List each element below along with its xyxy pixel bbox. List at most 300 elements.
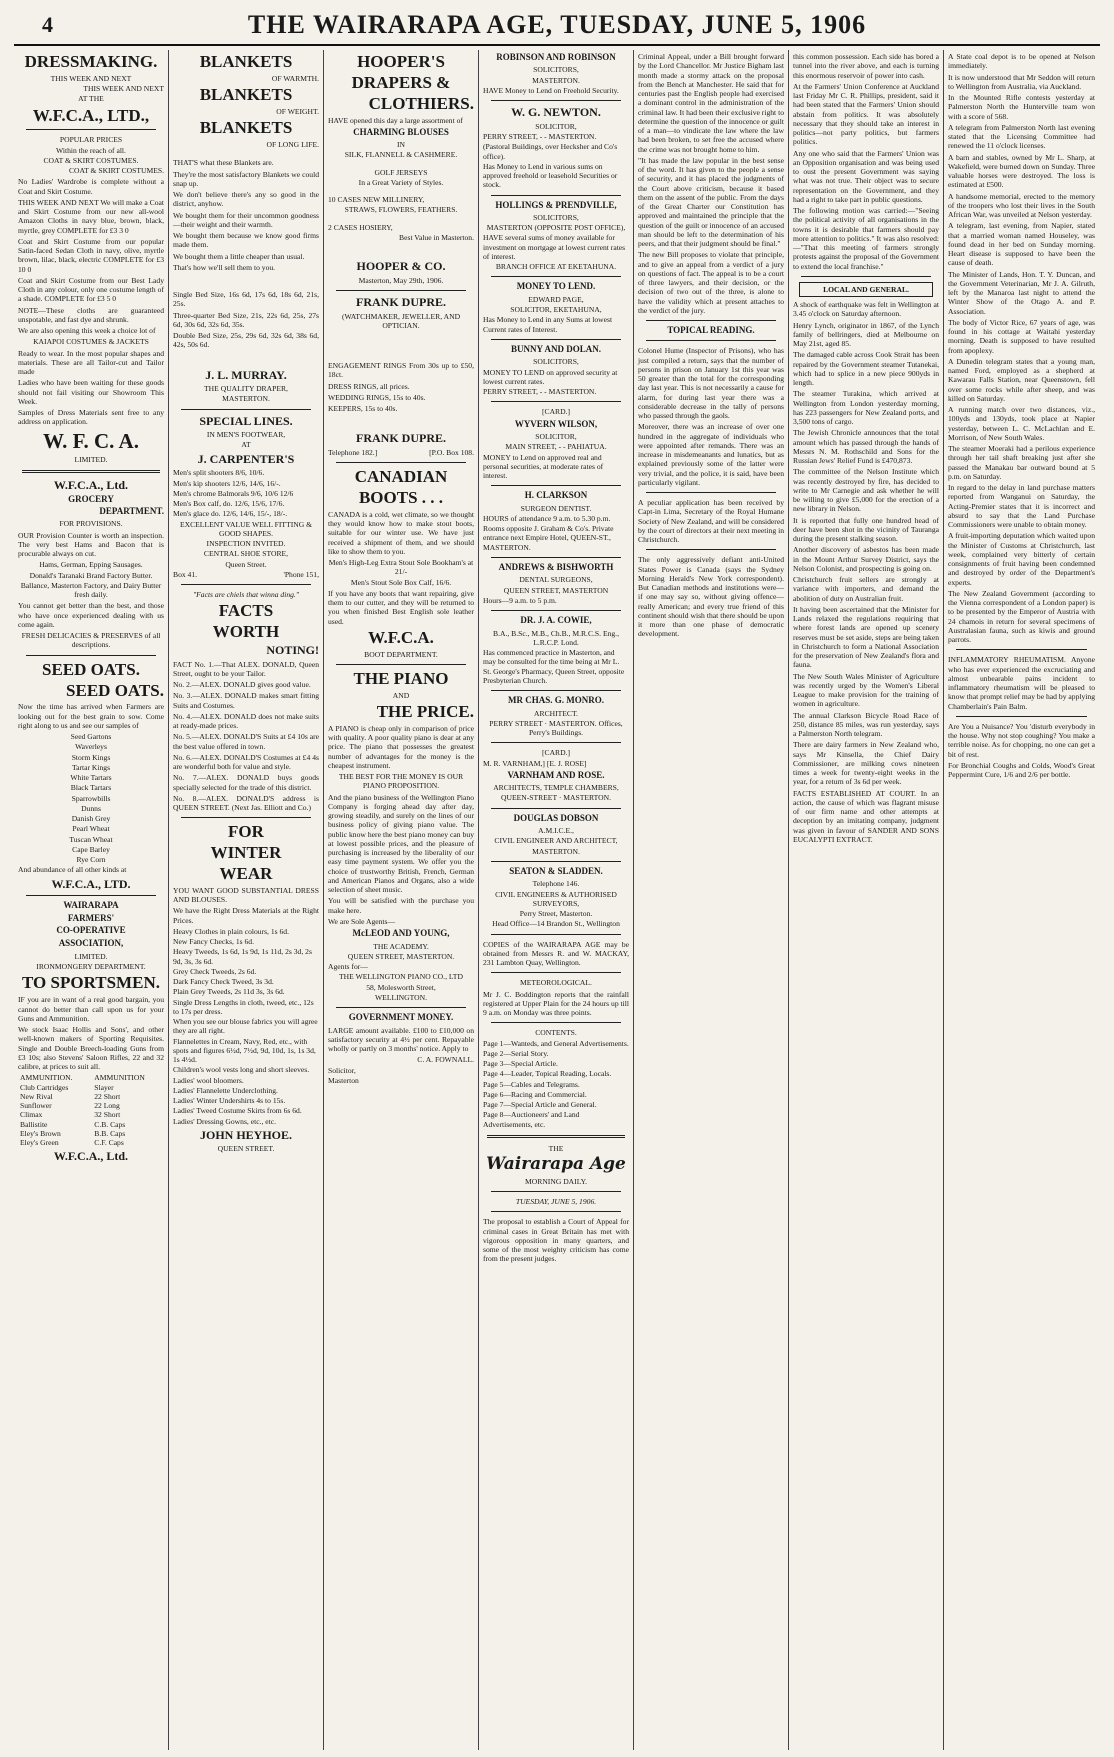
contents-item: Page 2—Serial Story. — [483, 1048, 549, 1058]
leader-paragraph: The proposal to establish a Court of Appeal for criminal cases in Great Britain has met with vigorous opposition in many quarters, and some of the most weighty criticism has come from the present judges. — [483, 1217, 629, 1264]
local-paragraph: The damaged cable across Cook Strait has been repaired by the Government steamer Tutanekai, which had to splice in a new piece 900yds in length. — [793, 350, 939, 387]
blanket-price: Double Bed Size, 25s, 29s 6d, 32s 6d, 38s 6d, 42s, 50s 6d. — [173, 331, 319, 350]
academy-line: THE ACADEMY. — [373, 941, 429, 951]
local-paragraph: Another discovery of asbestos has been made in the Mount Arthur Survey District, says the Nelson Colonist, and prospecting is going on. — [793, 545, 939, 573]
sport-paragraph: IF you are in want of a real good bargain, you cannot do better than call upon us for your Guns and Ammunition. — [18, 995, 164, 1023]
canada-paragraph: If you have any boots that want repairing, give them to our cutter, and they will be returned to you when finished Best English sole leather used. — [328, 588, 474, 626]
news-paragraph: A fruit-importing deputation which waited upon the Minister of Customs at Christchurch, last week, complained very bitterly of certain consignments of fruit having been condemned and destroyed by order of the Department's experts. — [948, 531, 1095, 587]
popular-line: Within the reach of all. — [56, 145, 126, 155]
topical-paragraph: Moreover, there was an increase of over one hundred in the aggregate of individuals who were appointed after remands. There was an increase in misdemeanants and lunatics, but as explained previously some of the latter were very trivial, and the police, it is said, have been particularly vigilant. — [638, 422, 784, 487]
dress-line: THIS WEEK AND NEXT — [83, 84, 164, 94]
popular-line: POPULAR PRICES — [59, 135, 123, 145]
wpc-addr: 58, Molesworth Street, — [366, 982, 436, 992]
card-line: Telephone 146. — [532, 879, 580, 889]
govt-paragraph: LARGE amount available. £100 to £10,000 on satisfactory security at 4½ per cent. Repayable wholly or partly on 3 months' notice. Apply to — [328, 1025, 474, 1054]
seed-item: Danish Grey — [71, 814, 111, 824]
divider — [956, 716, 1087, 717]
queen-street: Queen Street. — [225, 559, 267, 569]
divider — [26, 129, 156, 130]
solicitor-line: Solicitor, — [328, 1065, 356, 1075]
agents-line: We are Sole Agents— — [328, 916, 396, 926]
facts-heading: WORTH — [212, 622, 280, 642]
popular-line: COAT & SKIRT COSTUMES. — [43, 155, 139, 165]
piano-and: AND — [392, 690, 410, 700]
dupre-tel: Telephone 182.] — [328, 448, 378, 457]
card-line: ARCHITECT. — [534, 708, 578, 718]
card-line: SOLICITOR, EKETAHUNA, — [510, 305, 602, 315]
divider — [491, 610, 621, 611]
carp-invite: INSPECTION INVITED. — [206, 539, 286, 549]
fact-item: No. 5.—ALEX. DONALD'S Suits at £4 10s are the best value offered in town. — [173, 732, 319, 751]
ammo-cell: C.B. Caps — [94, 1119, 126, 1129]
card-line: M. R. VARNHAM,] [E. J. ROSE] — [483, 758, 587, 768]
dress-paragraph: Samples of Dress Materials sent free to any address on application. — [18, 408, 164, 427]
divider — [487, 1135, 625, 1138]
divider — [491, 195, 621, 196]
heyhoe-line: New Fancy Checks, 1s 6d. — [173, 937, 254, 947]
ammo-cell: Club Cartridges — [20, 1082, 69, 1092]
hosiery-line: 2 CASES HOSIERY, — [328, 222, 393, 232]
news-paragraph: A running match over two distances, viz., 100yds and 130yds, took place at Napier yesterday, between L. C. McLachlan and E. Morrison, of New South Wales. — [948, 405, 1095, 442]
seed-item: Pearl Wheat — [72, 824, 110, 834]
mcleod-heading: McLEOD AND YOUNG, — [352, 928, 450, 939]
card-line: Perry Street, Masterton. — [519, 909, 593, 919]
column-4 — [479, 50, 634, 1750]
news-paragraph: A Dunedin telegram states that a young man, named Ford, employed as a shepherd at Kawarau Falls Station, near Queenstown, fell over some rocks while after sheep, and was killed on Saturday. — [948, 356, 1095, 403]
blankets-sub: OF WARMTH. — [271, 73, 319, 83]
spacer — [328, 216, 474, 222]
card-line: MASTERTON (OPPOSITE POST OFFICE), — [486, 223, 626, 233]
card-line: MAIN STREET, - - PAHIATUA. — [505, 442, 607, 452]
card-line: SOLICITORS, — [533, 212, 579, 222]
professional-card — [483, 563, 629, 605]
heyhoe-line: Heavy Tweeds, 1s 6d, 1s 9d, 1s 11d, 2s 3d, 2s 9d, 3s, 3s 6d. — [173, 947, 312, 966]
carp-line: Men's kip shooters 12/6, 14/6, 16/-. — [173, 478, 281, 488]
divider — [646, 492, 776, 493]
local-general-heading: LOCAL AND GENERAL. — [799, 282, 933, 297]
ironmongery-label: IRONMONGERY DEPARTMENT. — [36, 962, 146, 972]
news-paragraph: At the Farmers' Union Conference at Auckland last Friday Mr C. R. Phillips, president, said it had been stated that the Farmers' Union should abstain from politics. It was absolutely necessary that they should take an interest in politics—not party politics, but farmers politics. — [793, 81, 939, 147]
professional-card — [483, 491, 629, 552]
banner-the: THE — [548, 1143, 564, 1153]
card-line: SOLICITOR, — [535, 432, 577, 442]
hoopers-heading: CLOTHIERS. — [368, 93, 474, 113]
dress-paragraph: We are also opening this week a choice lot of — [18, 326, 156, 336]
divider — [491, 339, 621, 340]
news-paragraph: In the Mounted Rifle contests yesterday at Palmerston North the Hunterville team won with a score of 568. — [948, 93, 1095, 121]
wpc-line: THE WELLINGTON PIANO CO., LTD — [339, 972, 463, 982]
best-value: Best Value in Masterton. — [399, 232, 474, 242]
special-lines-heading: SPECIAL LINES. — [199, 413, 293, 428]
card-line: QUEEN-STREET · MASTERTON. — [500, 793, 611, 803]
seed-item: Storm Kings — [71, 752, 111, 762]
blanket-line: THAT'S what these Blankets are. — [173, 158, 274, 168]
hoopers-heading: HOOPER'S — [357, 52, 445, 71]
card-name: ANDREWS & BISHWORTH — [498, 561, 614, 572]
news-paragraph: this common possession. Each side has bored a tunnel into the river above, and each is turning this enormous reservoir of power into cash. — [793, 52, 939, 80]
professional-card — [483, 345, 629, 396]
local-paragraph: It is reported that fully one hundred head of deer have been shot in the vicinity of Tauranga during the present stalking season. — [793, 515, 939, 543]
card-line: MONEY TO LEND on approved security at lowest current rates. — [483, 367, 618, 386]
wfca-heading: W.F.C.A. — [368, 627, 434, 647]
divider — [956, 649, 1087, 650]
local-paragraph: There are dairy farmers in New Zealand who, says Mr Kinsella, the Chief Dairy Commissioner, are milking cows nineteen times a week for twenty-eight weeks in the year, for a return of 3s 6d per week. — [793, 740, 939, 787]
news-paragraph: A telegram from Palmerston North last evening stated that the Licensing Committee had renewed the 11 o'clock licenses. — [948, 122, 1095, 151]
professional-card — [483, 407, 629, 480]
contents-item: Page 7—Special Article and General. — [483, 1100, 597, 1110]
wfca-heading: W.F.C.A., LTD., — [32, 105, 150, 125]
divider — [491, 276, 621, 277]
card-line: PERRY STREET, - - MASTERTON. — [483, 387, 597, 397]
card-line: BRANCH OFFICE AT EKETAHUNA. — [495, 262, 617, 272]
grocery-paragraph: OUR Provision Counter is worth an inspection. The very best Hams and Bacon that is procurable always on cut. — [18, 530, 164, 559]
ammo-cell: Ballistite — [20, 1119, 48, 1129]
carp-line: Men's glace do. 12/6, 14/6, 15/-, 18/-. — [173, 509, 288, 519]
card-line: SOLICITORS, — [533, 65, 579, 75]
copies-notice: COPIES of the WAIRARAPA AGE may be obtained from Messrs R. and W. MACKAY, 231 Lambton Quay, Wellington. — [483, 939, 629, 968]
contents-item: Page 4—Leader, Topical Reading, Locals. — [483, 1069, 612, 1079]
farmers-logo — [18, 901, 164, 948]
card-line: DENTAL SURGEONS, — [519, 575, 593, 585]
grocery-line: Hams, German, Epping Sausages. — [39, 560, 143, 570]
leader-paragraph: The new Bill proposes to violate that principle, and to give an appeal from a verdict of a jury on questions of fact. The appeal is to be a court of three lawyers, and their decision, or the decision of two out of the three, is alone to have the validity which at present attaches to the verdict of the jury. — [638, 250, 784, 315]
in-label: IN — [396, 140, 405, 150]
card-name: ROBINSON AND ROBINSON — [496, 52, 616, 62]
card-line: MASTERTON. — [532, 846, 580, 856]
carp-line: Men's split shooters 8/6, 10/6. — [173, 468, 265, 478]
hooper-co-heading: HOOPER & CO. — [356, 259, 446, 274]
news-paragraph: A State coal depot is to be opened at Nelson immediately. — [948, 52, 1095, 71]
charming-blouses: CHARMING BLOUSES — [353, 126, 449, 137]
wairarapa-age-banner: Wairarapa Age — [486, 1154, 626, 1175]
heyhoe-line: When you see our blouse fabrics you will agree they are all right. — [173, 1017, 318, 1036]
ammo-cell: B.B. Caps — [94, 1128, 126, 1138]
card-line: HAVE Money to Lend on Freehold Security. — [483, 85, 619, 95]
piano-paragraph: You will be satisfied with the purchase you make here. — [328, 896, 474, 915]
divider — [491, 861, 621, 862]
heyhoe-line: Ladies' wool bloomers. — [173, 1075, 244, 1085]
card-name: DOUGLAS DOBSON — [513, 812, 599, 823]
spacer — [173, 150, 319, 156]
blanket-line: We bought them for their uncommon goodness—their weight and their warmth. — [173, 210, 319, 229]
column-3 — [324, 50, 479, 1750]
news-paragraph: In regard to the delay in land purchase matters reported from Wanganui on Saturday, the Acting-Premier states that it is incorrect and absurd to say that the Land Purchase Commissioners were unable to obtain money. — [948, 483, 1095, 529]
seed-item: Sparrowbills — [71, 793, 111, 803]
column-2 — [169, 50, 324, 1750]
local-paragraph: The Jewish Chronicle announces that the total amount which has passed through the hands of Messrs N. M. Rothschild and Sons for the Russian Jews' Relief Fund is £470,873. — [793, 428, 939, 465]
card-line: HAVE several sums of money available for investment on mortgage at lowest current rates of interest. — [483, 233, 626, 261]
millinery-line: 10 CASES NEW MILLINERY, — [328, 195, 425, 205]
divider — [181, 584, 311, 585]
card-line: Has Money to Lend in any Sums at lowest Current rates of Interest. — [483, 315, 613, 334]
card-name: MONEY TO LEND. — [516, 281, 596, 292]
heyhoe-line: Single Dress Lengths in cloth, tweed, etc., 12s to 17s per dress. — [173, 997, 314, 1016]
seed-heading: SEED OATS. — [42, 659, 140, 679]
dupre-po: [P.O. Box 108. — [429, 448, 474, 457]
card-line: (Pastoral Buildings, over Hecksher and Co's office). — [483, 142, 618, 161]
leader-paragraph: "It has made the law popular in the best sense of the word. It has given to the people a sense of security, and it has placed the judgments of the Court above criticism, because it based them on the assent of the public. From the days of the Great Charter our Constitution has approved and maintained the principle that the question of the guilt or innocence of an accused man should be left to the determination of his peers, and that their judgment should be final." — [638, 155, 784, 248]
ammo-cell: 22 Short — [94, 1091, 121, 1101]
divider — [491, 742, 621, 743]
boot-dept: BOOT DEPARTMENT. — [364, 649, 438, 659]
grocery-paragraph: You cannot get better than the best, and those who have once experienced dealing with us come again. — [18, 601, 164, 629]
divider — [491, 1022, 621, 1023]
local-paragraph: The committee of the Nelson Institute which was recently destroyed by fire, has decided to write to Mr Carnegie and ask whether he will be willing to give £5,000 for the erection of a new library in Nelson. — [793, 467, 939, 514]
card-name: MR CHAS. G. MONRO. — [508, 695, 604, 706]
masthead — [14, 8, 1100, 46]
fact-item: FACT No. 1.—That ALEX. DONALD, Queen Street, ought to be your Tailor. — [173, 659, 319, 678]
card-line: ARCHITECTS, TEMPLE CHAMBERS, — [493, 783, 619, 793]
ammo-head: AMMUNITION. — [20, 1073, 73, 1083]
divider — [491, 690, 621, 691]
divider — [491, 100, 621, 101]
seed-item: Cape Barley — [72, 844, 110, 854]
grocery-line: Ballance, Masterton Factory, and Dairy Butter fresh daily. — [20, 580, 162, 600]
divider — [491, 972, 621, 973]
heyhoe-line: Heavy Clothes in plain colours, 1s 6d. — [173, 926, 290, 936]
ammo-cell: Eley's Brown — [20, 1128, 61, 1138]
wgtn-line: WELLINGTON. — [375, 992, 427, 1002]
winter-want: YOU WANT GOOD SUBSTANTIAL DRESS AND BLOUSES. — [173, 885, 319, 905]
central-store: CENTRAL SHOE STORE, — [203, 549, 289, 559]
ammo-cell: Eley's Green — [20, 1138, 59, 1148]
topical-paragraph: The only aggressively defiant anti-United States Power is Canada (says the Sydney Morning Herald's New York correspondent). But Canadian methods and institutions were—if one may say so, without giving offence—really American; and every true friend of this continent should wish that there should be upon it more than one phase of democratic development. — [638, 555, 784, 639]
ammo-cell: 22 Long — [94, 1101, 120, 1111]
logo-line: CO-OPERATIVE — [56, 925, 126, 936]
professional-card — [483, 53, 629, 95]
card-line: [CARD.] — [541, 407, 571, 417]
fact-item: No. 8.—ALEX. DONALD'S address is QUEEN STREET. (Next Jas. Elliott and Co.) — [173, 793, 319, 813]
fact-item: No. 4.—ALEX. DONALD does not make suits at ready-made prices. — [173, 711, 319, 731]
contents-item: Page 1—Wanteds, and General Advertisements. — [483, 1038, 629, 1048]
kaiapoi-heading: KAIAPOI COSTUMES & JACKETS — [33, 337, 149, 347]
local-paragraph: FACTS ESTABLISHED AT COURT. In an action, the cause of which was flagrant misuse of our firm name and other attempts at deception by an imitating company, judgment was given in favour of SANDER AND SONS EUCALYPTI EXTRACT. — [793, 788, 939, 844]
winter-heading: WEAR — [219, 864, 273, 884]
card-line: SOLICITORS, — [533, 357, 579, 367]
dress-paragraph: Coat and Skirt Costume from our Best Lady Cloth in any colour, only one costume length of a shade. COMPLETE for £3 5 0 — [18, 275, 164, 304]
topical-paragraph: A peculiar application has been received by Capt-in Lima, Secretary of the Royal Humane Society of New Zealand, and will be considered by the court of directors at their next meeting in Christchurch. — [638, 498, 784, 545]
card-line: MONEY to Lend on approved real and personal securities, at moderate rates of interest. — [483, 452, 604, 481]
carp-line: Men's Box calf, do. 12/6, 15/6, 17/6. — [173, 499, 285, 509]
divider — [491, 557, 621, 558]
special-at: AT — [241, 440, 251, 450]
divider — [336, 1007, 466, 1008]
wfca-heading: W.F.C.A., Ltd. — [53, 1149, 129, 1164]
card-name: BUNNY AND DOLAN. — [511, 343, 601, 354]
local-paragraph: The annual Clarkson Bicycle Road Race of 250, distance 85 miles, was run yesterday, says a Palmerston North telegram. — [793, 710, 939, 738]
blankets-sub: OF LONG LIFE. — [266, 140, 319, 150]
divider — [336, 664, 466, 665]
heyhoe-line: Ladies' Tweed Costume Skirts from 6s 6d. — [173, 1106, 302, 1116]
heyhoe-line: Plain Grey Tweeds, 2s 11d 3s, 3s 6d. — [173, 987, 285, 997]
local-paragraph: The New South Wales Minister of Agriculture was recently urged by the Women's Liberal League to make provision for the training of women in agriculture. — [793, 671, 939, 709]
grocery-line: Donald's Taranaki Brand Factory Butter. — [29, 570, 153, 580]
news-paragraph: The Minister of Lands, Hon. T. Y. Duncan, and the Government Veterinarian, Mr J. A. Gilruth, left by the Manaroa last night to attend the Winter Show of the Otago A. and P. Association. — [948, 269, 1095, 316]
column-1 — [14, 50, 169, 1750]
meteo-paragraph: Mr J. C. Boddington reports that the rainfall registered at Upper Plain for the 24 hours up till 9 a.m. on Monday was three points. — [483, 989, 629, 1018]
hooper-date: Masterton, May 29th, 1906. — [358, 275, 444, 285]
seed-item: Tuscan Wheat — [69, 834, 113, 844]
professional-card — [483, 616, 629, 685]
winter-heading: FOR — [228, 822, 264, 842]
contents-item: Page 6—Racing and Commercial. — [483, 1089, 587, 1099]
popular-line: COAT & SKIRT COSTUMES. — [68, 166, 164, 176]
column-5 — [634, 50, 789, 1750]
dupre-heading: FRANK DUPRE. — [356, 431, 446, 446]
professional-card — [483, 814, 629, 856]
silk-line: SILK, FLANNELL & CASHMERE. — [344, 150, 458, 160]
news-paragraph: The New Zealand Government (according to the Vienna correspondent of a London paper) is to be presented by the Emperor of Austria with 24 chamois in return for several specimens of Australasian fauna, such as kiwis and ground parrots. — [948, 588, 1095, 644]
blankets-heading: BLANKETS — [199, 52, 293, 71]
straws-line: STRAWS, FLOWERS, FEATHERS. — [344, 205, 458, 215]
divider — [491, 485, 621, 486]
card-line: EDWARD PAGE, — [528, 294, 584, 304]
provisions-label: FOR PROVISIONS. — [59, 519, 123, 529]
divider — [646, 320, 776, 321]
ammunition-table — [18, 1073, 164, 1147]
local-paragraph: It having been ascertained that the Minister for Lands relaxed the regulations requiring that where forest lands are opened up scenery reserves must be set aside, steps are being taken in Christchurch to form a National Association for the preservation of New Zealand's flora and fauna. — [793, 604, 939, 670]
piano-heading: THE PIANO — [353, 669, 449, 689]
winter-right: We have the Right Dress Materials at the Right Prices. — [173, 906, 319, 925]
professional-card — [483, 282, 629, 333]
card-line: Rooms opposite J. Graham & Co's. Private entrance next Empire Hotel, QUEEN-ST., MASTERTON. — [483, 524, 614, 552]
ammo-head: AMMUNITION — [94, 1073, 145, 1083]
professional-card — [483, 696, 629, 737]
piano-best: THE BEST FOR THE MONEY IS OUR PIANO PROPOSITION. — [338, 772, 464, 791]
divider — [336, 290, 466, 291]
card-line: QUEEN STREET, MASTERTON — [503, 585, 609, 595]
professional-card — [483, 106, 629, 189]
winter-heading: WINTER — [210, 843, 282, 863]
divider — [26, 655, 156, 656]
murray-heading: J. L. MURRAY. — [205, 367, 287, 382]
contents-item: Page 5—Cables and Telegrams. — [483, 1079, 580, 1089]
card-line: PERRY STREET · MASTERTON. Offices, Perry's Buildings. — [489, 718, 623, 738]
wfca-heading: W.F.C.A., Ltd. — [53, 477, 129, 492]
card-name: WYVERN WILSON, — [514, 418, 598, 429]
leader-date: TUESDAY, JUNE 5, 1906. — [515, 1197, 597, 1207]
dressmaking-heading: DRESSMAKING. — [24, 52, 158, 71]
divider — [491, 808, 621, 809]
contents-item: Page 3—Special Article. — [483, 1059, 558, 1069]
divider — [491, 1191, 621, 1192]
card-name: H. CLARKSON — [524, 490, 588, 501]
murray-sub: THE QUALITY DRAPER, — [204, 384, 288, 394]
card-name: VARNHAM AND ROSE. — [507, 769, 605, 780]
hoopers-opened: HAVE opened this day a large assortment of — [328, 115, 463, 125]
card-name: DR. J. A. COWIE, — [520, 615, 592, 626]
blanket-line: We bought them because we know good firms made them. — [173, 231, 319, 250]
news-paragraph: The following motion was carried:—"Seeing the political activity of all organisations in the towns it is desirable that farmers should pay more attention to politics." It was also resolved:—"That this meeting of farmers strongly protests against the proposal of the Government to extend the local franchise." — [793, 206, 939, 271]
morning-daily: MORNING DAILY. — [525, 1176, 587, 1186]
news-paragraph: The steamer Moeraki had a perilous experience through her tail shaft breaking just after she passed the Manakau bar outward bound at 5 p.m. on Saturday. — [948, 444, 1095, 481]
blankets-heading: BLANKETS — [199, 118, 293, 138]
card-line: Has commenced practice in Masterton, and may be consulted for the time being at Mr L. St. George's Pharmacy, Queen Street, opposite Presbyterian Church. — [483, 648, 625, 685]
card-line: HOURS of attendance 9 a.m. to 5.30 p.m. — [483, 513, 611, 523]
box-number: Box 41. — [173, 569, 198, 579]
divider — [801, 276, 931, 277]
news-paragraph: Any one who said that the Farmers' Union was an Opposition organisation and was being used to oust the present Government was saying what was not true. Their object was to secure representation on the Government, and they had a right to take part in public questions. — [793, 148, 939, 204]
local-paragraph: A shock of earthquake was felt in Wellington at 3.45 o'clock on Saturday afternoon. — [793, 300, 939, 319]
contents-item: Page 8—Auctioneers' and Land Advertisements, etc. — [483, 1110, 580, 1129]
ring-line: ENGAGEMENT RINGS From 30s up to £50, 18ct. — [328, 361, 474, 380]
seed-item: Tartar Kings — [71, 762, 111, 772]
canada-line: Men's High-Leg Extra Stout Sole Bookham's at 21/- — [328, 558, 474, 577]
masterton-line: Masterton — [328, 1075, 359, 1085]
dupre-heading: FRANK DUPRE. — [356, 295, 446, 310]
news-paragraph: The body of Victor Rice, 67 years of age, was found in his cottage at Waitahi yesterday morning. Death is supposed to have resulted from apoplexy. — [948, 317, 1095, 355]
blanket-line: They're the most satisfactory Blankets we could snap up. — [173, 169, 319, 188]
ammo-cell: Slayer — [94, 1082, 114, 1092]
hoopers-heading: DRAPERS & — [351, 72, 451, 92]
local-paragraph: Christchurch fruit sellers are strongly at variance with importers, and demand the abolition of duty on Australian fruit. — [793, 575, 939, 603]
spacer — [328, 188, 474, 194]
blanket-price: Three-quarter Bed Size, 21s, 22s 6d, 25s, 27s 6d, 30s 6d, 32s 6d, 35s. — [173, 310, 319, 329]
seed-heading: SEED OATS. — [66, 680, 164, 700]
advert-paragraph: Are You a Nuisance? You 'disturb everybody in the house. Why not stop coughing? You make a terrible noise. As for chopping, no one can get a bit of rest. — [948, 721, 1095, 759]
dupre-contact — [328, 448, 474, 457]
heyhoe-street: QUEEN STREET. — [217, 1144, 275, 1154]
card-line: Has Money to Lend in various sums on approved freehold or leasehold Securities or stock. — [483, 161, 618, 190]
column-6 — [789, 50, 944, 1750]
fact-item: No. 6.—ALEX. DONALD'S Costumes at £4 4s are wonderful both for value and style. — [173, 752, 319, 772]
card-line: PERRY STREET, - - MASTERTON. — [483, 132, 597, 142]
professional-card — [483, 867, 629, 929]
fownall-name: C. A. FOWNALL. — [417, 1055, 474, 1065]
canadian-heading: BOOTS . . . — [358, 488, 444, 508]
canada-paragraph: CANADA is a cold, wet climate, so we thought they would know how to make stout boots, suitable for our winter use. We have just received a shipment of them, and we should like to show them to you. — [328, 509, 474, 556]
box-phone — [173, 570, 319, 579]
news-paragraph: It is now understood that Mr Seddon will return to Wellington from Australia, via Auckland. — [948, 72, 1095, 91]
card-line: A.M.I.C.E., — [538, 826, 574, 836]
card-line: MASTERTON. — [532, 75, 580, 85]
columns — [14, 50, 1100, 1750]
divider — [181, 409, 311, 410]
divider — [646, 340, 776, 341]
column-7 — [944, 50, 1099, 1750]
fact-item: No. 3.—ALEX. DONALD makes smart fitting Suits and Costumes. — [173, 691, 319, 710]
special-sub: IN MEN'S FOOTWEAR, — [206, 430, 286, 440]
wfca-heading: W. F. C. A. — [43, 428, 139, 453]
divider — [646, 549, 776, 550]
piano-heading: THE PRICE. — [376, 702, 474, 722]
grocery-heading: GROCERY — [68, 493, 114, 504]
dress-paragraph: NOTE—These cloths are guaranteed unspotable, and fast dye and shrunk. — [18, 305, 164, 324]
piano-paragraph: A PIANO is cheap only in comparison of price with quality. A poor quality piano is dear at any price. The piano that possesses the greatest number of advantages for the money is the cheapest instrument. — [328, 723, 474, 770]
topical-heading: TOPICAL READING. — [667, 325, 755, 335]
limited-label: LIMITED. — [74, 951, 108, 961]
blanket-line: We don't believe there's any so good in the district, anyhow. — [173, 190, 319, 209]
fact-item: No. 7.—ALEX. DONALD buys goods specially selected for the trade of this district. — [173, 773, 319, 792]
department-heading: DEPARTMENT. — [99, 506, 164, 517]
dress-paragraph: No Ladies' Wardrobe is complete without a Coat and Skirt Costume. — [18, 177, 164, 196]
murray-town: MASTERTON. — [222, 394, 270, 404]
news-paragraph: A barn and stables, owned by Mr L. Sharp, at Wakefield, were burned down on Sunday. Three valuable horses were destroyed. The loss is estimated at £500. — [948, 152, 1095, 190]
facts-heading: FACTS — [218, 601, 274, 621]
ring-line: WEDDING RINGS, 15s to 40s. — [328, 392, 426, 402]
seed-item: Rye Corn — [76, 855, 106, 865]
canadian-heading: CANADIAN — [354, 467, 448, 487]
divider — [181, 817, 311, 818]
contents-heading: CONTENTS. — [535, 1028, 577, 1038]
grocery-line: FRESH DELICACIES & PRESERVES of all descriptions. — [21, 631, 161, 650]
news-paragraph: A telegram, last evening, from Napier, stated that a married woman named Houseley, was found dead in her bed on Sunday morning. Heart disease is supposed to have been the cause of death. — [948, 221, 1095, 268]
meteo-heading: METEOROLOGICAL. — [520, 978, 592, 988]
spacer — [328, 243, 474, 257]
news-paragraph: A handsome memorial, erected to the memory of the troopers who lost their lives in the South African War, was unveiled at Nelson yesterday. — [948, 191, 1095, 219]
sport-paragraph: We stock Isaac Hollis and Sons', and other well-known makers of Sporting Requisites. Single and Double Breech-loading Guns from £3 10s; also Stevens' Saloon Rifles, 22 and 32 calibre, at prices to suit all. — [18, 1025, 164, 1072]
carpenter-heading: J. CARPENTER'S — [197, 451, 295, 466]
